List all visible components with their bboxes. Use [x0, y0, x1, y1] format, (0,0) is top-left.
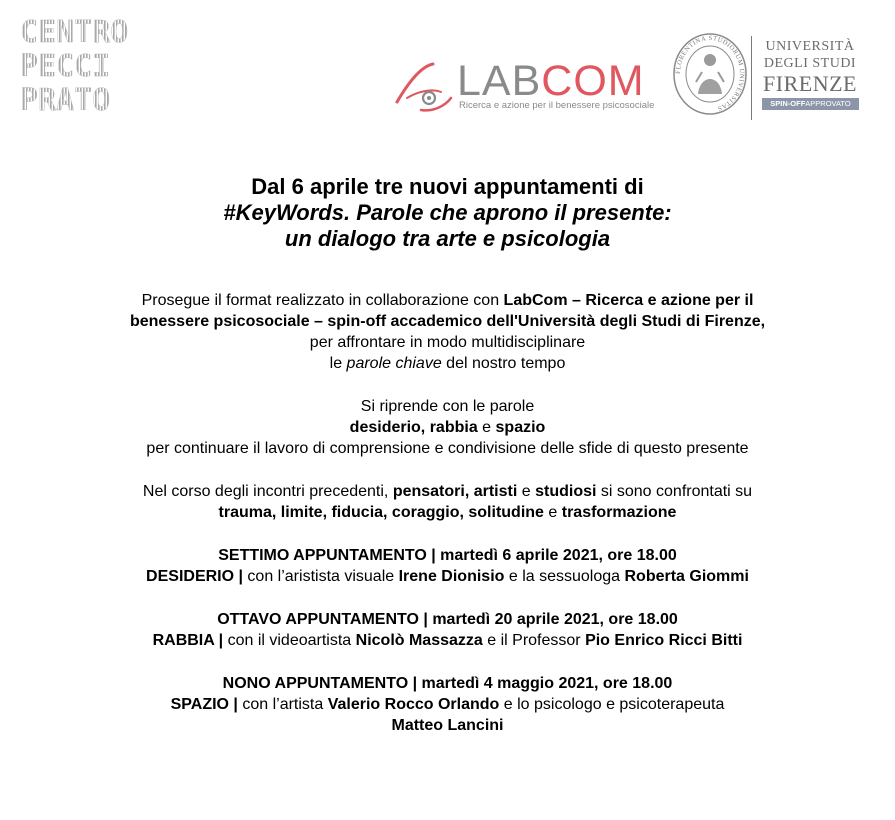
labcom-tagline: Ricerca e azione per il benessere psicosociale [459, 100, 655, 111]
event-heading: NONO APPUNTAMENTO | martedì 4 maggio 2021, ore 18.00 [222, 675, 673, 692]
keywords-paragraph [0, 396, 895, 459]
intro-labcom-description: benessere psicosociale – spin-off accademico dell'Università degli Studi di Firenze, [129, 313, 766, 330]
university-logo-divider [751, 36, 752, 120]
university-name-line-2: DEGLI STUDI [763, 56, 857, 71]
university-seal [672, 32, 748, 121]
event-guest-1: Irene Dionisio [398, 568, 505, 585]
labcom-wordmark [457, 58, 645, 104]
intro-text-2: per affrontare in modo multidisciplinare [309, 334, 586, 351]
previous-meetings-paragraph [0, 481, 895, 523]
intro-text: Prosegue il format realizzato in collaborazione con [141, 292, 504, 309]
event-text-2: e il Professor [482, 632, 586, 649]
labcom-word-lab: LAB [457, 57, 542, 105]
svg-text:FLORENTINA STUDIORUM UNIVERSIT [675, 35, 745, 112]
keywords-last: spazio [495, 419, 546, 436]
keywords-purpose: per continuare il lavoro di comprensione e condivisione delle sfide di questo presente [146, 440, 749, 457]
previous-text-3: si sono confrontati su [596, 483, 753, 500]
announcement-title [0, 174, 895, 252]
previous-text-1: Nel corso degli incontri precedenti, [142, 483, 393, 500]
previous-text-4: e [543, 504, 562, 521]
previous-participants-1: pensatori, artisti [392, 483, 518, 500]
title-line-2: #KeyWords. Parole che aprono il presente: [223, 200, 672, 225]
intro-text-4: del nostro tempo [441, 355, 566, 372]
spinoff-label: SPIN-OFF [770, 99, 806, 108]
centro-pecci-logo [20, 14, 150, 123]
event-keyword: RABBIA | [152, 632, 224, 649]
event-text-2: e la sessuologa [504, 568, 625, 585]
intro-keywords: parole chiave [346, 355, 442, 372]
previous-topics: trauma, limite, fiducia, coraggio, solitudine [218, 504, 544, 521]
pecci-logo-line-1: CENTRO [20, 15, 129, 50]
previous-topic-last: trasformazione [561, 504, 677, 521]
announcement-body [0, 174, 895, 736]
keywords-conjunction: e [477, 419, 496, 436]
pecci-logo-line-2: PECCI [20, 49, 111, 84]
event-guest-1: Nicolò Massazza [355, 632, 483, 649]
centro-pecci-logo-mark [20, 14, 150, 118]
event-block [0, 545, 895, 587]
labcom-logo [393, 58, 658, 114]
event-text: con l’artista [237, 696, 328, 713]
university-name-line-3: FIRENZE [763, 71, 857, 96]
event-guest-2: Pio Enrico Ricci Bitti [585, 632, 743, 649]
event-heading: OTTAVO APPUNTAMENTO | martedì 20 aprile 2021, ore 18.00 [217, 611, 678, 628]
previous-text-2: e [517, 483, 536, 500]
approved-label: APPROVATO [805, 99, 851, 108]
event-guest-2: Matteo Lancini [391, 717, 504, 734]
event-guest-2: Roberta Giommi [624, 568, 749, 585]
event-guest-1: Valerio Rocco Orlando [327, 696, 500, 713]
event-keyword: DESIDERIO | [146, 568, 243, 585]
previous-participants-2: studiosi [535, 483, 597, 500]
intro-text-3: le [329, 355, 347, 372]
university-seal-icon [672, 32, 748, 116]
intro-labcom-name: LabCom – Ricerca e azione per il [503, 292, 754, 309]
title-line-3: un dialogo tra arte e psicologia [284, 226, 611, 251]
university-name [760, 38, 860, 96]
keywords-list: desiderio, rabbia [349, 419, 478, 436]
labcom-word-com: COM [541, 57, 645, 105]
event-text-2: e lo psicologo e psicoterapeuta [499, 696, 725, 713]
event-block [0, 673, 895, 736]
intro-paragraph [0, 290, 895, 374]
spinoff-approved-badge [762, 98, 859, 110]
event-text: con il videoartista [223, 632, 356, 649]
university-seal-text: FLORENTINA STUDIORUM UNIVERSITAS [674, 34, 746, 112]
university-name-line-1: UNIVERSITÀ [765, 39, 855, 54]
event-keyword: SPAZIO | [170, 696, 238, 713]
labcom-symbol-icon [393, 58, 457, 114]
event-block [0, 609, 895, 651]
keywords-intro: Si riprende con le parole [360, 398, 535, 415]
event-heading: SETTIMO APPUNTAMENTO | martedì 6 aprile 2021, ore 18.00 [218, 547, 677, 564]
pecci-logo-line-3: PRATO [20, 83, 111, 118]
title-line-1: Dal 6 aprile tre nuovi appuntamenti di [251, 174, 644, 199]
event-text: con l’aristista visuale [242, 568, 399, 585]
